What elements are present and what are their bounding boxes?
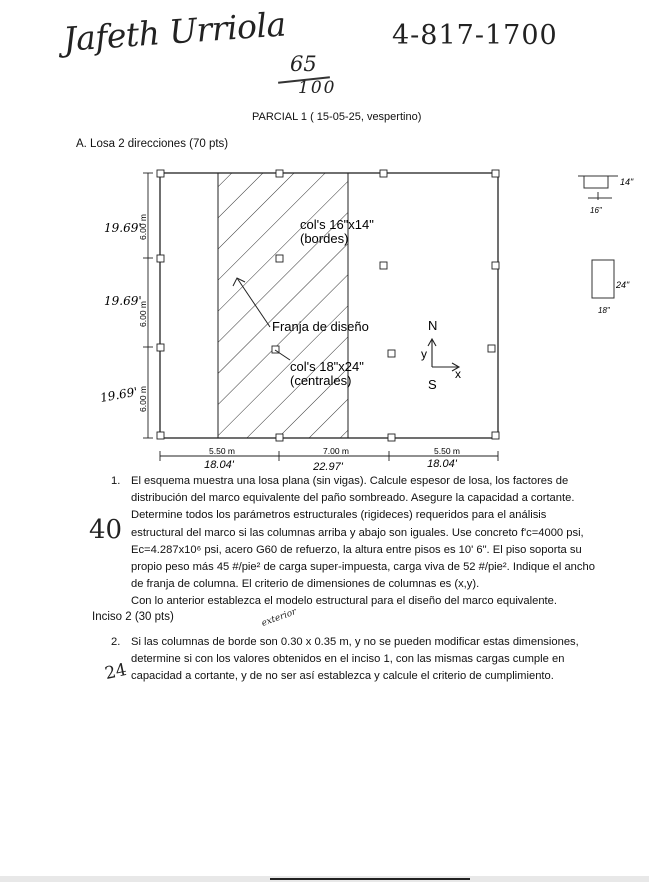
inciso-2-handwritten-note: exterior [260, 607, 298, 629]
column-sketch-edge [578, 176, 618, 200]
dim-horizontal-feet-3: 18.04' [427, 458, 457, 470]
design-strip-hatch [218, 173, 348, 438]
column-sketch-center [592, 260, 614, 298]
student-name: Jafeth Urriola [62, 4, 287, 59]
label-design-strip: Franja de diseño [272, 319, 369, 334]
question-1-number: 1. [111, 475, 121, 487]
sketch-edge-depth: 14" [620, 177, 634, 187]
grade-numerator: 65 [290, 52, 317, 76]
inciso-2-heading: Inciso 2 (30 pts) [92, 611, 174, 623]
sketch-edge-width: 16" [590, 206, 602, 215]
page-bottom-edge [0, 876, 649, 882]
sketch-center-width: 18" [598, 306, 610, 315]
question-1-line: El esquema muestra una losa plana (sin vigas). Calcule espesor de losa, los factores de [131, 475, 569, 487]
label-center-columns: col's 18"x24" [290, 359, 364, 374]
question-2-line: Si las columnas de borde son 0.30 x 0.35 m, y no se pueden modificar estas dimensiones, [131, 636, 579, 648]
dim-vertical-feet-3: 19.69' [99, 384, 139, 405]
grade-denominator: 100 [298, 78, 337, 98]
dim-horizontal-feet-2: 22.97' [313, 461, 343, 473]
question-1-text [131, 473, 601, 611]
question-1-line: de franja de columna. El criterio de dimensiones de columnas es (x,y). [131, 578, 480, 591]
label-edge-columns: col's 16"x14" [300, 217, 374, 232]
dim-horizontal-1: 5.50 m [209, 446, 235, 456]
question-1-line: Determine todos los parámetros estructurales (rigideces) requeridos para el análisis [131, 509, 547, 522]
question-2-line: determine si con los valores obtenidos en el inciso 1, con las mismas cargas cumple en [131, 653, 565, 666]
question-1-line: propio peso más 45 #/pie² de carga super-impuesta, carga viva de 52 #/pie². Indique el ancho [131, 561, 595, 574]
student-id: 4-817-1700 [392, 20, 558, 51]
sketch-center-depth: 24" [616, 280, 630, 290]
question-1-line: estructural del marco si las columnas arriba y abajo son iguales. Use concreto f'c=4000 psi, [131, 526, 584, 539]
dim-vertical-3: 6.00 m [138, 386, 148, 412]
compass-n: N [428, 318, 438, 333]
dim-horizontal-feet-1: 18.04' [204, 459, 234, 471]
question-2-number: 2. [111, 636, 121, 648]
dim-vertical-feet-2: 19.69' [104, 294, 142, 308]
dim-vertical-feet-1: 19.69' [104, 221, 142, 235]
compass-x: x [455, 367, 461, 381]
question-1-score: 40 [89, 515, 123, 545]
compass-s: S [428, 377, 437, 392]
compass-y: y [421, 347, 427, 361]
question-2-text [131, 634, 601, 686]
section-a-heading: A. Losa 2 direcciones (70 pts) [76, 138, 229, 150]
dim-vertical-2: 6.00 m [138, 301, 148, 327]
question-1-line: Ec=4.287x10⁶ psi, acero G60 de refuerzo, la altura entre pisos es 10' 6". El piso soporta su [131, 543, 582, 556]
label-center-columns-sub: (centrales) [290, 373, 352, 388]
question-2-line: capacidad a cortante, y de no ser así establezca y calcule el criterio de cumplimiento. [131, 670, 554, 683]
question-2-score: 24 [103, 659, 129, 685]
dim-horizontal-2: 7.00 m [323, 446, 349, 456]
question-1-line: distribución del marco equivalente del paño sombreado. Asegure la capacidad a cortante. [131, 492, 575, 505]
exam-title: PARCIAL 1 ( 15-05-25, vespertino) [252, 111, 422, 123]
dim-horizontal-3: 5.50 m [434, 446, 460, 456]
dim-vertical-1: 6.00 m [138, 214, 148, 240]
question-1-line: Con lo anterior establezca el modelo estructural para el diseño del marco equivalente. [131, 595, 557, 608]
label-edge-columns-sub: (bordes) [300, 231, 349, 246]
